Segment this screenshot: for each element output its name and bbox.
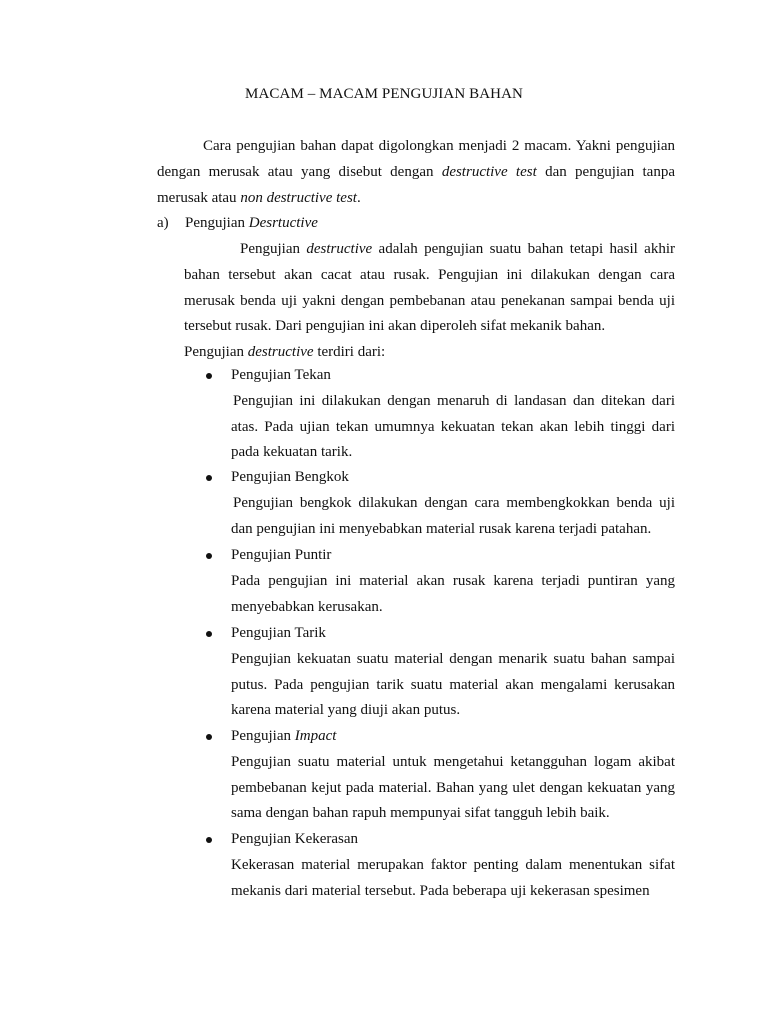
bullet-heading [204,363,675,389]
destructive-paragraph [184,237,675,340]
bullet-heading [204,621,675,647]
destructive-text-1: Pengujian [240,241,307,257]
bullet-icon [206,837,212,843]
section-heading-term: Desrtuctive [248,215,318,231]
list-item-tekan [204,363,675,466]
intro-text-1: Cara pengujian bahan dapat digolongkan menjadi 2 macam. Yakni pengujian dengan merusak atau yang disebut dengan [157,138,675,180]
bullet-icon [206,475,212,481]
bullet-icon [206,373,212,379]
intro-term-non-destructive: non destructive test [240,189,357,206]
list-item-puntir [204,543,675,620]
bullet-body: Pengujian suatu material untuk mengetahui ketangguhan logam akibat pembebanan kejut pada material. Bahan yang ulet dengan kekuatan yang sama dengan bahan rapuh mempunyai sifat tangguh lebih baik. [231,753,675,822]
consists-line [184,340,385,366]
bullet-heading-text: Pengujian Bengkok [231,469,349,485]
consists-term: destructive [247,344,314,360]
list-item-kekerasan [204,827,675,904]
consists-text-2: terdiri dari: [313,344,386,360]
bullet-icon [206,553,212,559]
bullet-body: Pada pengujian ini material akan rusak karena terjadi puntiran yang menyebabkan kerusakan. [231,572,675,615]
bullet-body: Pengujian bengkok dilakukan dengan cara membengkokkan benda uji dan pengujian ini menyebabkan material rusak karena terjadi patahan. [231,494,675,537]
bullet-body: Pengujian ini dilakukan dengan menaruh di landasan dan ditekan dari atas. Pada ujian tekan umumnya kekuatan tekan akan lebih tinggi dari pada kekuatan tarik. [231,392,675,461]
bullet-heading [204,543,675,569]
bullet-icon [206,631,212,637]
list-item-impact [204,724,675,827]
bullet-heading [204,724,675,750]
bullet-heading-text: Pengujian Tekan [231,367,331,383]
section-a-heading [157,211,318,237]
section-marker: a) [157,215,169,231]
section-heading-text: Pengujian [185,215,249,231]
page-title: MACAM – MACAM PENGUJIAN BAHAN [245,86,523,102]
bullet-heading-text: Pengujian Tarik [231,625,326,641]
bullet-body: Pengujian kekuatan suatu material dengan menarik suatu bahan sampai putus. Pada pengujian tarik suatu material akan mengalami kerusakan karena material yang diuji akan putus. [231,650,675,719]
list-item-bengkok [204,465,675,542]
destructive-text-2: adalah pengujian suatu bahan tetapi hasil akhir bahan tersebut akan cacat atau rusak. Pengujian ini dilakukan dengan cara merusak benda uji yakni dengan pembebanan atau penekanan sampai benda uji tersebut rusak. Dari pengujian ini akan diperoleh sifat mekanik bahan. [184,241,675,335]
destructive-term: destructive [306,241,373,257]
bullet-icon [206,734,212,740]
bullet-heading [204,827,675,853]
intro-term-destructive: destructive test [441,163,537,180]
intro-text-2: dan pengujian tanpa merusak atau [157,163,675,206]
consists-text-1: Pengujian [184,344,248,360]
bullet-heading [204,465,675,491]
bullet-heading-text: Pengujian Kekerasan [231,831,359,847]
intro-paragraph [157,134,675,211]
intro-text-3: . [356,189,361,206]
bullet-heading-text: Pengujian Puntir [231,547,332,563]
bullet-body: Kekerasan material merupakan faktor penting dalam menentukan sifat mekanis dari material tersebut. Pada beberapa uji kekerasan spesimen [231,856,675,899]
list-item-tarik [204,621,675,724]
bullet-heading-text: Pengujian [231,728,295,744]
bullet-heading-term: Impact [294,728,337,744]
